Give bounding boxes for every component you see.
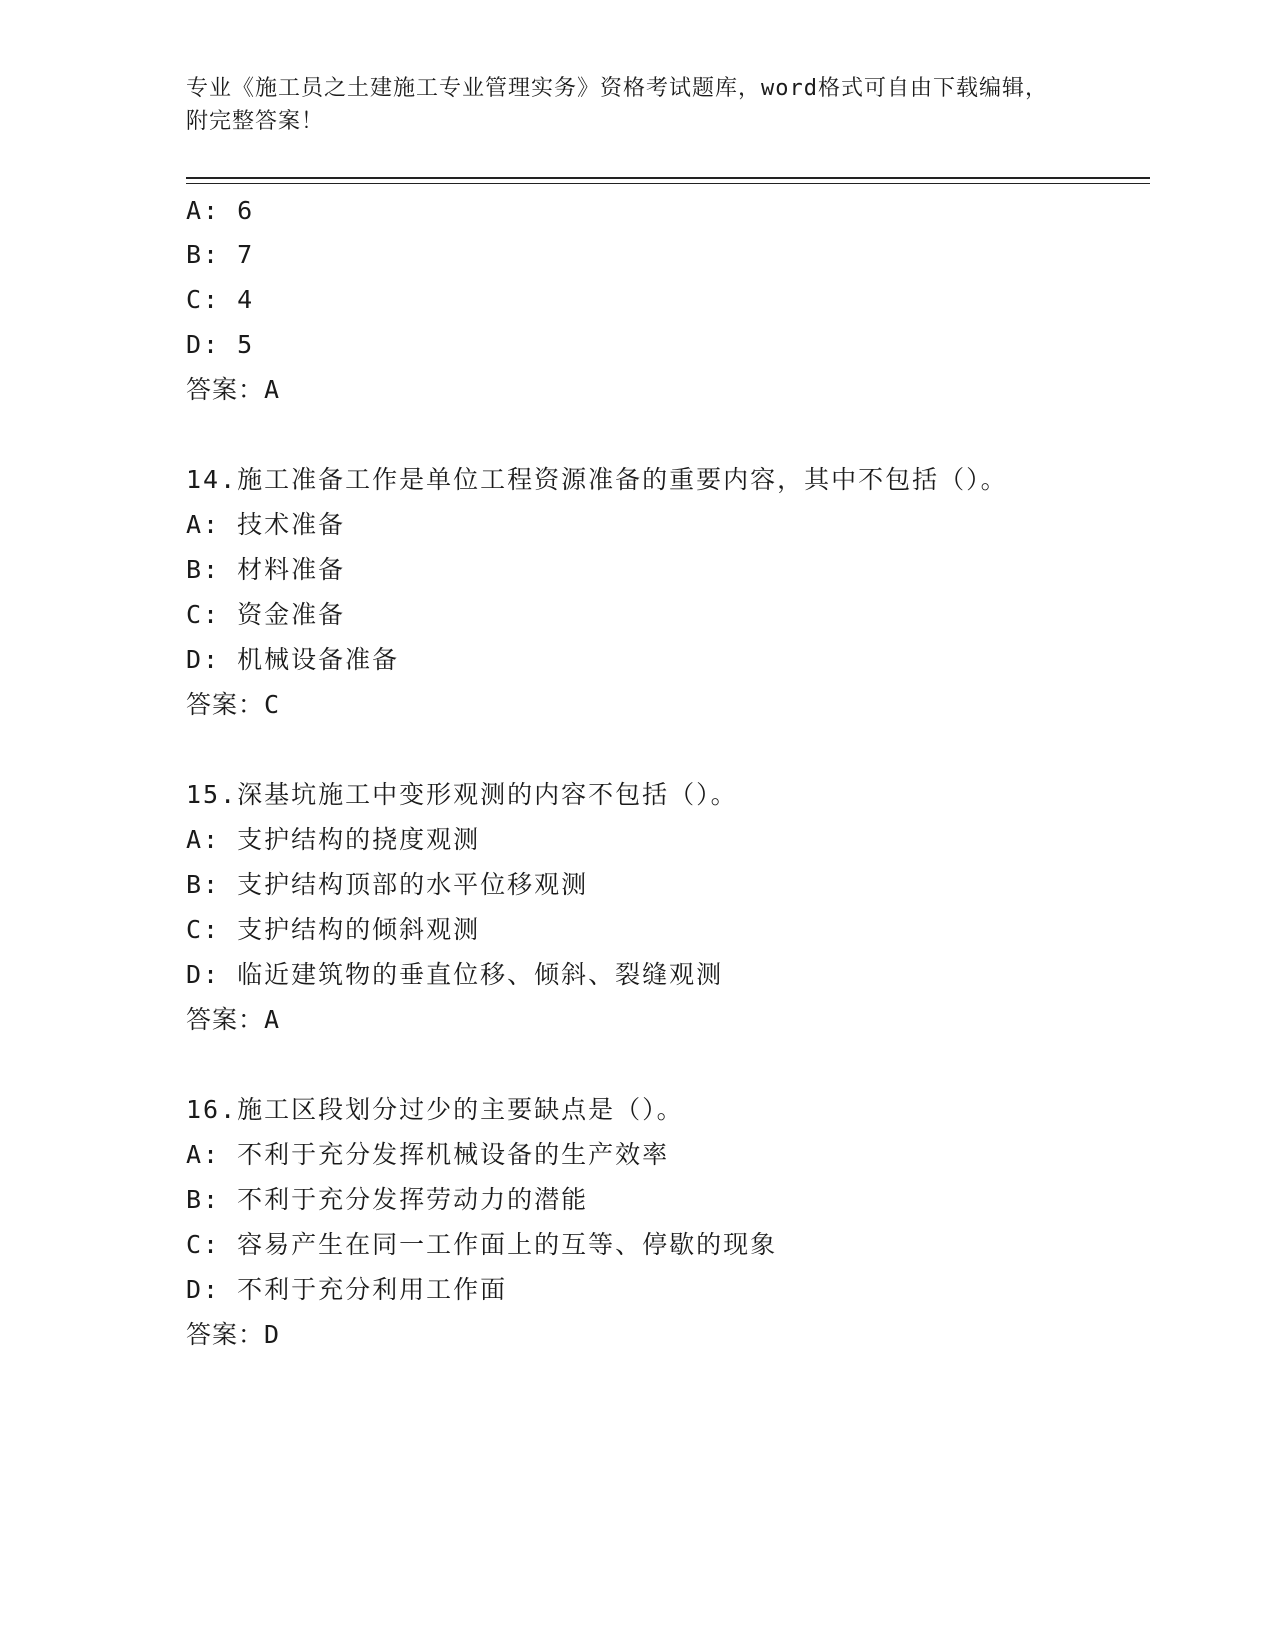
answer: 答案：A — [186, 375, 281, 404]
option-b: B: 支护结构顶部的水平位移观测 — [186, 870, 589, 899]
option-c: C: 容易产生在同一工作面上的互等、停歇的现象 — [186, 1230, 778, 1259]
option-c: C: 支护结构的倾斜观测 — [186, 915, 481, 944]
option-c: C: 4 — [186, 285, 255, 314]
question-stem: 14.施工准备工作是单位工程资源准备的重要内容，其中不包括（）。 — [186, 465, 1008, 494]
document-header: 专业《施工员之土建施工专业管理实务》资格考试题库，word格式可自由下载编辑，附完整答案！ — [186, 76, 1048, 134]
option-d: D: 临近建筑物的垂直位移、倾斜、裂缝观测 — [186, 960, 724, 989]
option-d: D: 不利于充分利用工作面 — [186, 1275, 508, 1304]
option-b: B: 不利于充分发挥劳动力的潜能 — [186, 1185, 589, 1214]
header-rule-thin — [186, 183, 1150, 184]
answer: 答案：A — [186, 1005, 281, 1034]
option-a: A: 6 — [186, 196, 255, 225]
option-a: A: 支护结构的挠度观测 — [186, 825, 481, 854]
option-d: D: 5 — [186, 330, 255, 359]
option-a: A: 技术准备 — [186, 510, 346, 539]
option-d: D: 机械设备准备 — [186, 645, 400, 674]
question-stem: 15.深基坑施工中变形观测的内容不包括（）。 — [186, 780, 738, 809]
header-rule-thick — [186, 177, 1150, 179]
option-b: B: 7 — [186, 240, 255, 269]
question-stem: 16.施工区段划分过少的主要缺点是（）。 — [186, 1095, 684, 1124]
answer: 答案：C — [186, 690, 281, 719]
option-b: B: 材料准备 — [186, 555, 346, 584]
option-c: C: 资金准备 — [186, 600, 346, 629]
option-a: A: 不利于充分发挥机械设备的生产效率 — [186, 1140, 670, 1169]
answer: 答案：D — [186, 1320, 281, 1349]
